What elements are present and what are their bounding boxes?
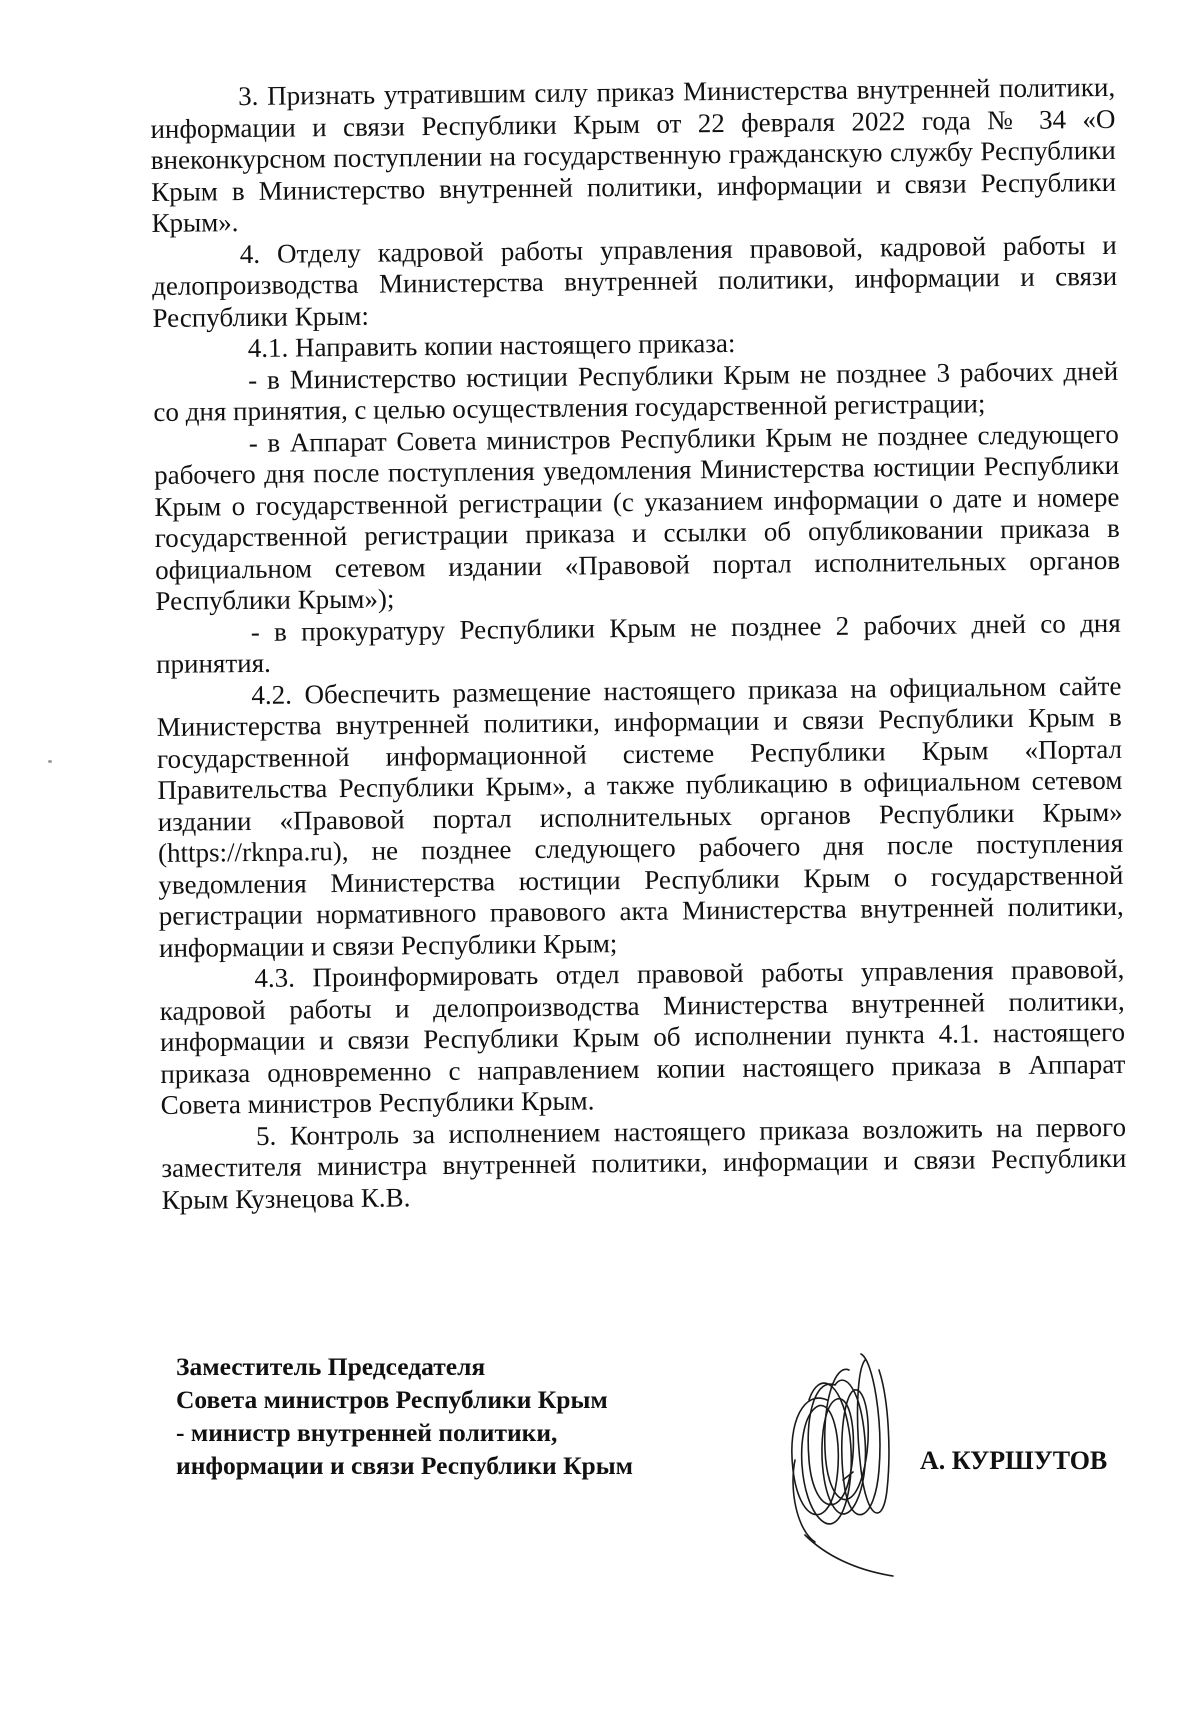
signatory-title-line-4: информации и связи Республики Крым	[176, 1451, 634, 1480]
paragraph-5: 5. Контроль за исполнением настоящего приказа возложить на первого заместителя министра внутренней политики, информации и связи Республики Крым Кузнецова К.В.	[161, 1111, 1127, 1215]
paragraph-4-3: 4.3. Проинформировать отдел правовой работы управления правовой, кадровой работы и делопроизводства Министерства внутренней политики, информации и связи Республики Крым об исполнении пункта 4.1. настоящего приказа одновременно с направлением копии настоящего приказа в Аппарат Совета министров Республики Крым.	[159, 953, 1126, 1120]
paragraph-4-1: 4.1. Направить копии настоящего приказа:	[247, 327, 736, 363]
handwritten-signature	[765, 1330, 905, 1580]
paragraph-4-1-ministry-of-justice: - в Министерство юстиции Республики Крым не позднее 3 рабочих дней со дня принятия, с целью осуществления государственной регистрации;	[153, 355, 1119, 427]
signatory-title-line-2: Совета министров Республики Крым	[176, 1385, 608, 1414]
paragraph-3: 3. Признать утратившим силу приказ Министерства внутренней политики, информации и связи Республики Крым от 22 февраля 2022 года № 34 «О внеконкурсном поступлении на государственную гражданскую службу Республики Крым в Министерство внутренней политики, информации и связи Республики Крым».	[150, 71, 1117, 238]
document-body	[150, 72, 1127, 1216]
signatory-title-line-3: - министр внутренней политики,	[176, 1418, 558, 1447]
paragraph-4-1-council-apparatus: - в Аппарат Совета министров Республики Крым не позднее следующего рабочего дня после поступления уведомления Министерства юстиции Республики Крым о государственной регистрации (с указанием информации о дате и номере государственной регистрации приказа и ссылки об опубликовании приказа в официальном сетевом издании «Правовой портал исполнительных органов Республики Крым»);	[153, 418, 1121, 616]
paragraph-4-1-prosecutor: - в прокуратуру Республики Крым не позднее 2 рабочих дней со дня принятия.	[155, 607, 1121, 679]
signatory-title-line-1: Заместитель Председателя	[176, 1352, 486, 1381]
signatory-title	[176, 1350, 736, 1482]
signer-name: А. КУРШУТОВ	[920, 1446, 1108, 1475]
paragraph-4: 4. Отделу кадровой работы управления правовой, кадровой работы и делопроизводства Министерства внутренней политики, информации и связи Республики Крым:	[151, 229, 1118, 333]
paragraph-4-2: 4.2. Обеспечить размещение настоящего приказа на официальном сайте Министерства внутренней политики, информации и связи Республики Крым в государственной информационной системе Республики Крым «Портал Правительства Республики Крым», а также публикацию в официальном сетевом издании «Правовой портал исполнительных органов Республики Крым» (https://rknpa.ru), не позднее следующего рабочего дня после поступления уведомления Министерства юстиции Республики Крым о государственной регистрации нормативного правового акта Министерства внутренней политики, информации и связи Республики Крым;	[156, 670, 1124, 963]
scan-speck	[48, 760, 52, 763]
